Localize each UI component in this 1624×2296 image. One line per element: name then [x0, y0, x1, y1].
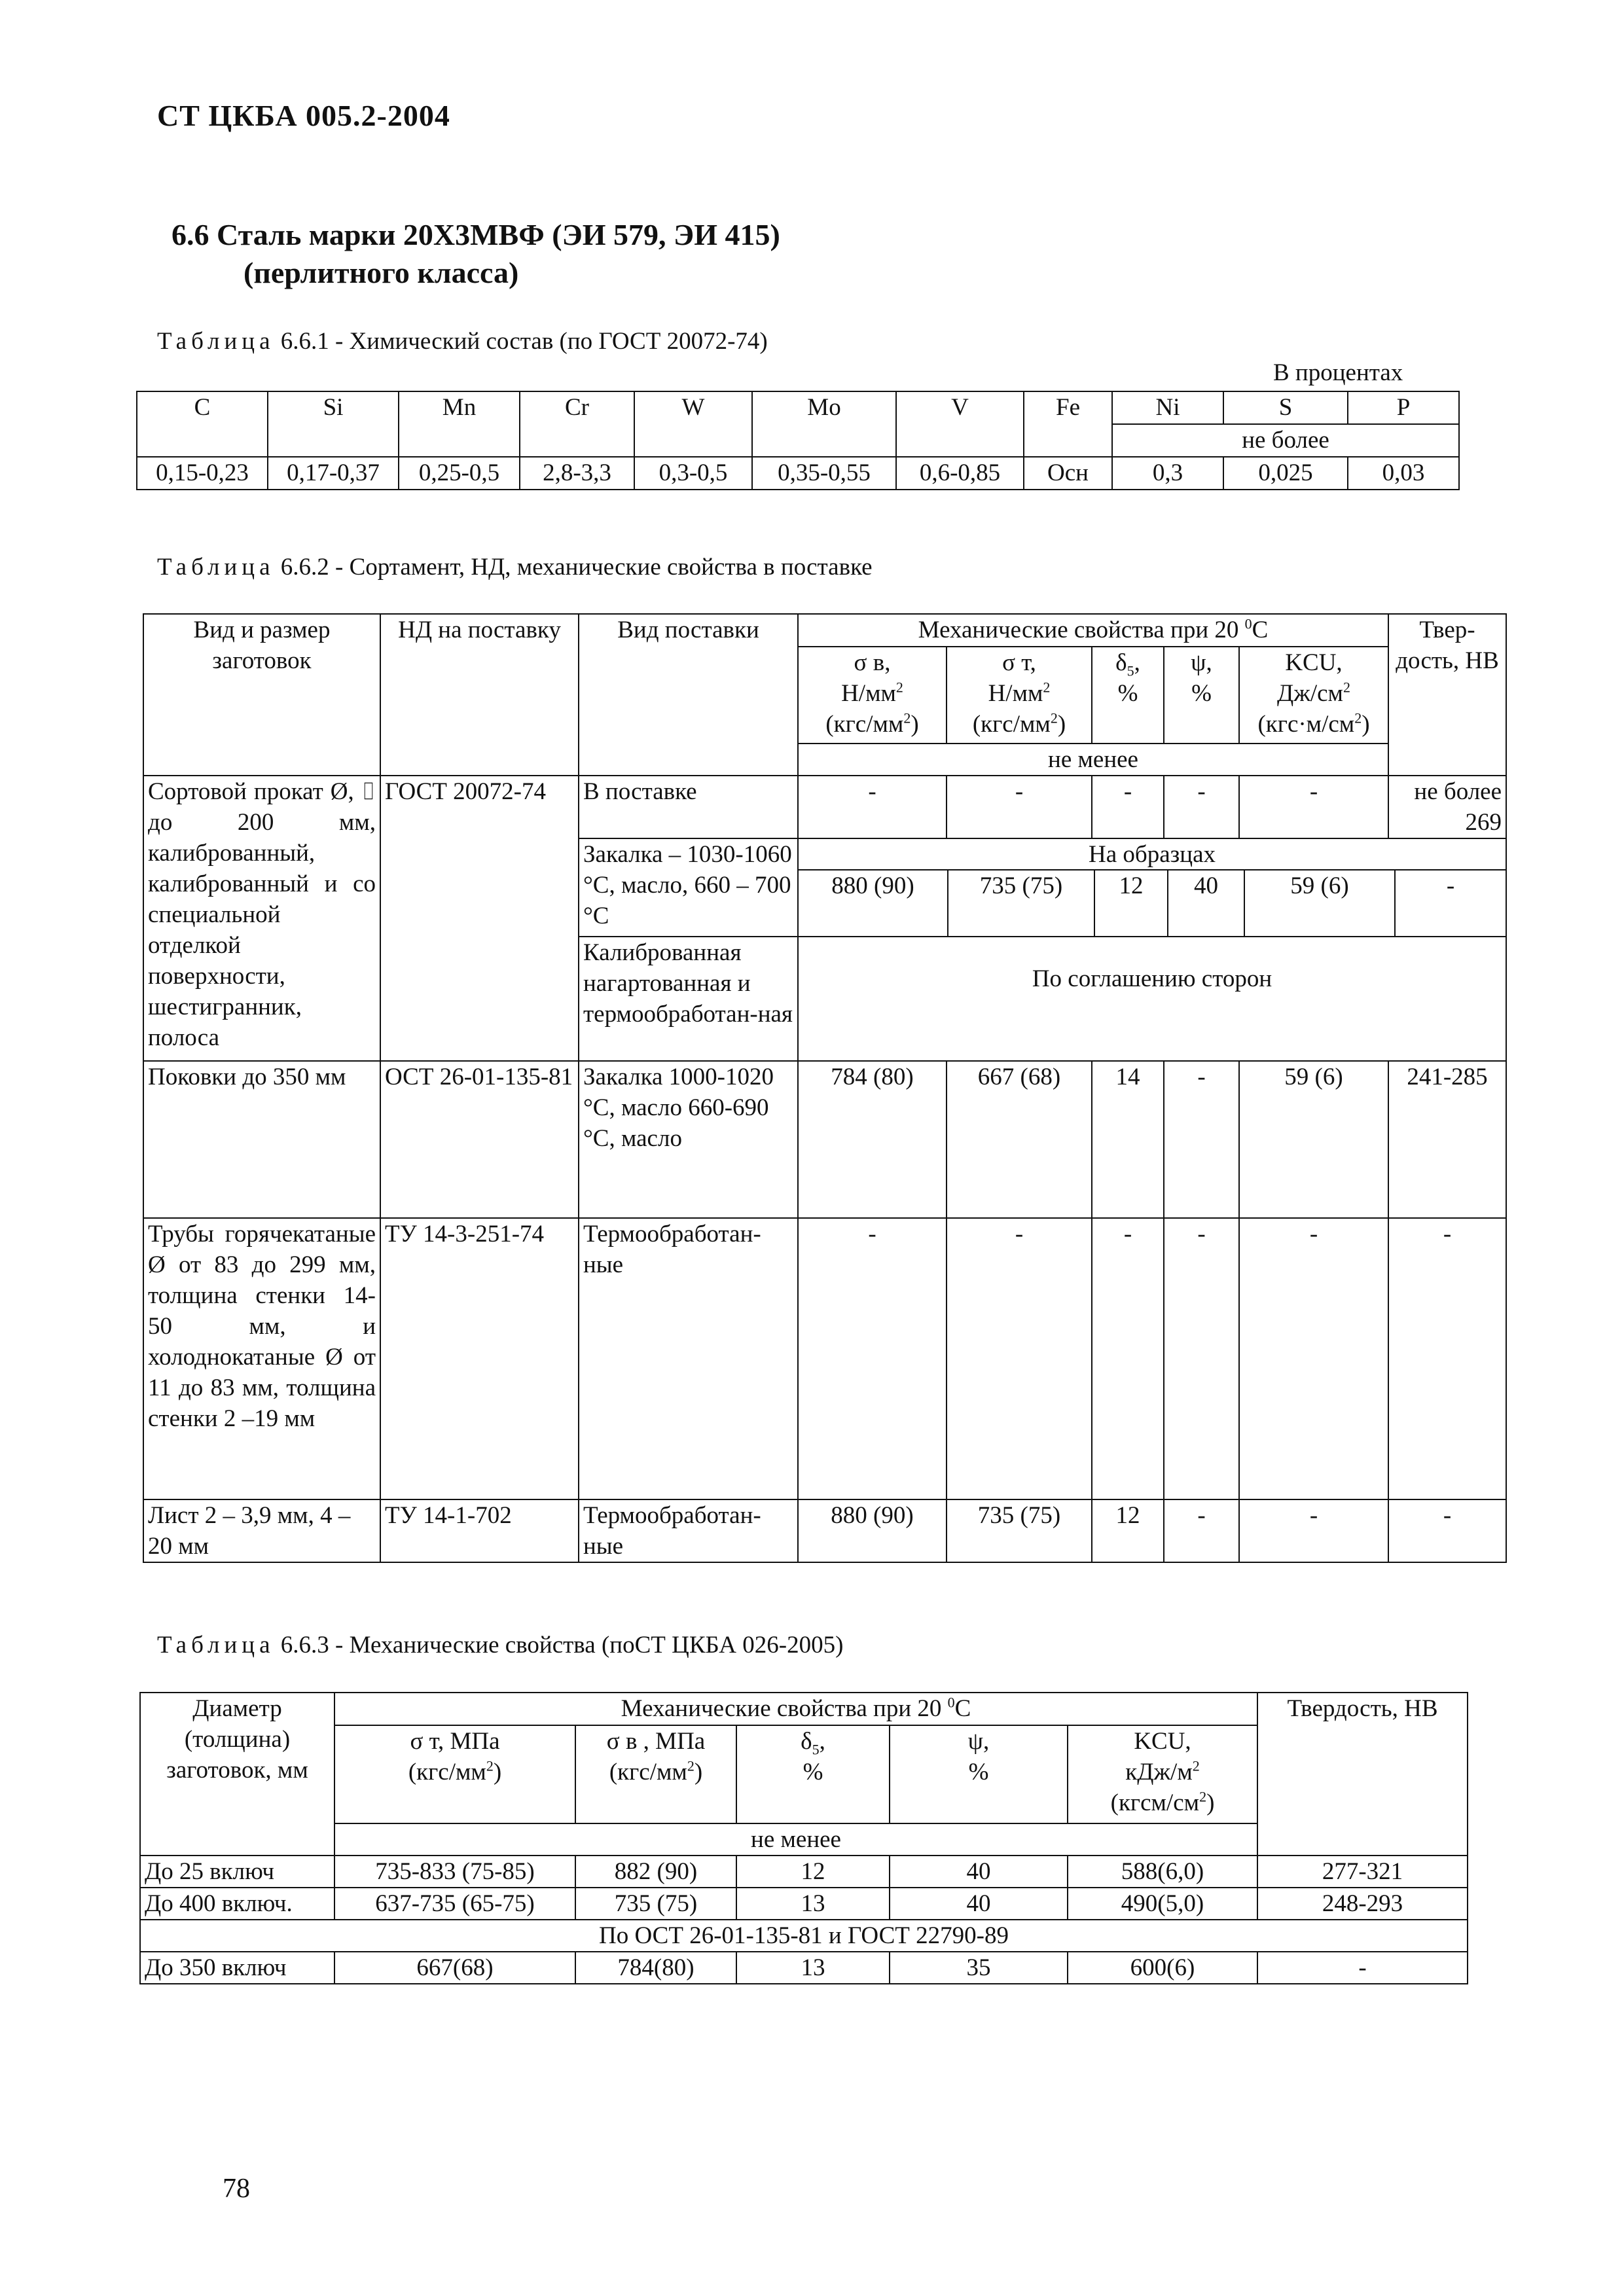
hardness-cell: - [1388, 1218, 1506, 1499]
sup: 2 [1043, 679, 1051, 696]
value-cell: До 400 включ. [140, 1888, 334, 1920]
header-mechanical [798, 614, 1388, 647]
header-sigma-t [947, 647, 1092, 744]
label [951, 678, 1087, 709]
degree-sup: 0 [947, 1694, 955, 1711]
paren: ) [1057, 711, 1066, 738]
value-cell: - [1092, 1218, 1164, 1499]
row-nd: ОСТ 26-01-135-81 [380, 1061, 579, 1218]
header-mechanical-unit: С [1252, 617, 1269, 643]
label [1072, 1787, 1253, 1818]
samples-values-row [799, 870, 1506, 936]
value-cell: 35 [890, 1952, 1068, 1984]
value-cell: 0,17-0,37 [268, 457, 399, 490]
paren: ) [493, 1759, 502, 1785]
paren: ) [694, 1759, 703, 1785]
value-cell: 14 [1092, 1061, 1164, 1218]
label [339, 1757, 571, 1787]
value-cell: 784(80) [575, 1952, 736, 1984]
unit: Н/мм [841, 680, 896, 707]
header-cell: V [896, 391, 1024, 457]
header-kcu [1239, 647, 1388, 744]
on-samples-label: На образцах [799, 839, 1506, 870]
header-cell: Si [268, 391, 399, 457]
row-supply: Термообработан-ные [579, 1499, 798, 1562]
value-cell: - [1164, 776, 1239, 838]
sup: 2 [1354, 709, 1362, 726]
sup: 2 [1050, 709, 1058, 726]
row-nd: ТУ 14-1-702 [380, 1499, 579, 1562]
header-cell: Fe [1024, 391, 1112, 457]
hardness-cell: - [1446, 872, 1455, 899]
table1-caption [157, 327, 768, 355]
paren: ) [1206, 1789, 1215, 1816]
table-row [140, 1856, 1468, 1888]
unit: кДж/м [1125, 1759, 1193, 1785]
header-sigma-t [334, 1725, 575, 1823]
row-supply: Термообработан-ные [579, 1218, 798, 1499]
label [803, 709, 942, 740]
sup: 2 [1343, 679, 1350, 696]
header-not-less: не менее [798, 744, 1388, 776]
label: ψ, [1191, 649, 1212, 676]
value-cell: 490(5,0) [1068, 1888, 1257, 1920]
table3-caption [157, 1631, 843, 1659]
row-nd: ГОСТ 20072-74 [380, 776, 579, 1061]
value-cell: 880 (90) [799, 870, 948, 936]
table1-unit-note: В процентах [1273, 359, 1403, 386]
value-cell: 0,6-0,85 [896, 457, 1024, 490]
value-cell: 735 (75) [947, 1499, 1092, 1562]
value-cell: - [1239, 776, 1388, 838]
header-cell: S [1223, 391, 1348, 424]
assortment-table [143, 613, 1507, 1563]
value-cell: 600(6) [1068, 1952, 1257, 1984]
value-cell: 2,8-3,3 [520, 457, 634, 490]
header-psi [1164, 647, 1239, 744]
unit: Дж/см [1277, 680, 1343, 707]
header-cell: P [1348, 391, 1459, 424]
value-cell: 637-735 (65-75) [334, 1888, 575, 1920]
sup: 2 [687, 1757, 695, 1774]
row-supply: Закалка – 1030-1060 °С, масло, 660 – 700 °С [579, 838, 798, 937]
header-mechanical-text: Механические свойства при 20 [621, 1695, 948, 1722]
delta: δ [801, 1728, 812, 1755]
hardness-cell: - [1388, 1499, 1506, 1562]
row-kind-pipes: Трубы горячекатаные Ø от 83 до 299 мм, толщина стенки 14-50 мм, и холоднокатаные Ø от 11 до 83 мм, толщина стенки 2 –19 мм [143, 1218, 380, 1499]
header-mechanical-text: Механические свойства при 20 [918, 617, 1245, 643]
value-cell: 667 (68) [947, 1061, 1092, 1218]
sup: 2 [903, 709, 911, 726]
label [1072, 1757, 1253, 1787]
label: σ в, [854, 649, 891, 676]
unit: % [968, 1759, 989, 1785]
unit: % [1117, 680, 1138, 707]
delta: δ [1115, 649, 1127, 676]
value-cell: - [947, 1218, 1092, 1499]
unit: (кгс/мм [408, 1759, 486, 1785]
value-cell: - [1164, 1499, 1239, 1562]
header-hardness: Твердость, НВ [1257, 1693, 1468, 1856]
value-cell: - [1239, 1499, 1388, 1562]
value-cell: 784 (80) [798, 1061, 947, 1218]
value-cell: 0,35-0,55 [752, 457, 896, 490]
row-supply: Закалка 1000-1020 °С, масло 660-690 °С, масло [579, 1061, 798, 1218]
label [951, 709, 1087, 740]
header-cell-not-more: не более [1112, 424, 1459, 457]
row-supply: В поставке [579, 776, 798, 838]
label: σ в , МПа [606, 1728, 706, 1755]
unit: (кгс·м/см [1257, 711, 1355, 738]
paren: ) [911, 711, 919, 738]
row-kind-forgings: Поковки до 350 мм [143, 1061, 380, 1218]
sup: 2 [1199, 1788, 1207, 1805]
unit: (кгс/мм [972, 711, 1051, 738]
samples-block [798, 838, 1506, 937]
paren: ) [1362, 711, 1370, 738]
table1-caption-text: 6.6.1 - Химический состав (по ГОСТ 20072-74) [274, 328, 768, 355]
value-cell: 13 [736, 1888, 890, 1920]
header-hardness: Твер-дость, НВ [1388, 614, 1506, 776]
label: σ т, МПа [410, 1728, 500, 1755]
value-cell: 0,25-0,5 [399, 457, 520, 490]
value-cell: 667(68) [334, 1952, 575, 1984]
comma: , [819, 1728, 825, 1755]
value-cell: 735-833 (75-85) [334, 1856, 575, 1888]
value-cell: 40 [1168, 870, 1245, 936]
value-cell: - [1092, 776, 1164, 838]
value-cell: - [798, 776, 947, 838]
unit: % [803, 1759, 823, 1785]
row-nd: ТУ 14-3-251-74 [380, 1218, 579, 1499]
hardness-cell: не более 269 [1388, 776, 1506, 838]
header-psi [890, 1725, 1068, 1823]
unit: % [1191, 680, 1212, 707]
sup: 2 [895, 679, 903, 696]
degree-sup: 0 [1244, 615, 1252, 632]
value-cell: 735 (75) [575, 1888, 736, 1920]
value-cell: 880 (90) [798, 1499, 947, 1562]
unit: (кгс/мм [609, 1759, 687, 1785]
value-cell: 588(6,0) [1068, 1856, 1257, 1888]
value-cell: 40 [890, 1888, 1068, 1920]
value-cell: 0,15-0,23 [137, 457, 268, 490]
table1-caption-label: Таблица [157, 328, 275, 355]
label: $\delta_5$, [1115, 649, 1140, 679]
header-cell: Mn [399, 391, 520, 457]
header-delta5 [736, 1725, 890, 1823]
header-kcu [1068, 1725, 1257, 1823]
header-nd: НД на поставку [380, 614, 579, 776]
value-cell: - [1257, 1952, 1468, 1984]
value-cell: - [1164, 1061, 1239, 1218]
value-cell: 0,3-0,5 [634, 457, 752, 490]
value-cell: 277-321 [1257, 1856, 1468, 1888]
table3-caption-label: Таблица [157, 1632, 275, 1659]
table-row [140, 1888, 1468, 1920]
value-cell: - [947, 776, 1092, 838]
header-diameter: Диаметр (толщина) заготовок, мм [140, 1693, 334, 1856]
table-row [140, 1952, 1468, 1984]
hardness-cell: 241-285 [1388, 1061, 1506, 1218]
document-code-header: СТ ЦКБА 005.2-2004 [157, 99, 450, 132]
sup: 2 [1192, 1757, 1200, 1774]
label [1244, 709, 1384, 740]
value-cell: 12 [1095, 870, 1168, 936]
header-cell: C [137, 391, 268, 457]
header-not-less: не менее [334, 1823, 1257, 1856]
value-cell: 882 (90) [575, 1856, 736, 1888]
value-cell: 0,03 [1348, 457, 1459, 490]
row-kind-bar-stock: Сортовой прокат Ø, ⌷ до 200 мм, калиброванный, калиброванный и со специальной отделкой поверхности, шестигранник, полоса [143, 776, 380, 1061]
value-cell: До 350 включ [140, 1952, 334, 1984]
value-cell: 0,025 [1223, 457, 1348, 490]
section-title [171, 216, 780, 292]
row-kind-sheet: Лист 2 – 3,9 мм, 4 – 20 мм [143, 1499, 380, 1562]
header-sigma-b [575, 1725, 736, 1823]
value-cell: 59 (6) [1239, 1061, 1388, 1218]
mechanical-properties-table [139, 1692, 1468, 1984]
label: ψ, [967, 1728, 990, 1755]
header-cell: Mo [752, 391, 896, 457]
header-sigma-b [798, 647, 947, 744]
row-supply: Калиброванная нагартованная и термообработан-ная [579, 937, 798, 1061]
chemical-composition-table [136, 391, 1460, 490]
header-cell: Ni [1112, 391, 1223, 424]
unit: (кгс/мм [825, 711, 904, 738]
table3-caption-text: 6.6.3 - Механические свойства (поСТ ЦКБА 026-2005) [274, 1632, 844, 1659]
value-cell: 59 (6) [1245, 870, 1396, 936]
value-cell: 12 [1092, 1499, 1164, 1562]
unit: (кгсм/см [1110, 1789, 1200, 1816]
sub: 5 [1127, 662, 1134, 679]
value-cell: - [1239, 1218, 1388, 1499]
header-supply: Вид поставки [579, 614, 798, 776]
label [803, 678, 942, 709]
value-cell: 0,3 [1112, 457, 1223, 490]
ost-standard-row: По ОСТ 26-01-135-81 и ГОСТ 22790-89 [140, 1920, 1468, 1952]
header-cell: Cr [520, 391, 634, 457]
section-title-line2: (перлитного класса) [244, 256, 519, 289]
value-cell: 735 (75) [948, 870, 1095, 936]
table2-caption-text: 6.6.2 - Сортамент, НД, механические свойства в поставке [274, 554, 873, 581]
value-cell: - [1164, 1218, 1239, 1499]
label [1244, 678, 1384, 709]
label [580, 1757, 732, 1787]
value-cell: До 25 включ [140, 1856, 334, 1888]
value-cell: Осн [1024, 457, 1112, 490]
agreement-cell: По соглашению сторон [798, 937, 1506, 1061]
label [741, 1726, 885, 1757]
unit: Н/мм [988, 680, 1043, 707]
label: KCU, [1134, 1728, 1191, 1755]
value-cell: 248-293 [1257, 1888, 1468, 1920]
table2-caption-label: Таблица [157, 554, 275, 581]
header-mechanical [334, 1693, 1257, 1725]
value-cell: - [798, 1218, 947, 1499]
label: σ т, [1002, 649, 1036, 676]
header-cell: W [634, 391, 752, 457]
sub: 5 [812, 1741, 820, 1758]
label: KCU, [1285, 649, 1343, 676]
value-cell: 13 [736, 1952, 890, 1984]
sup: 2 [486, 1757, 494, 1774]
section-title-line1: 6.6 Сталь марки 20Х3МВФ (ЭИ 579, ЭИ 415) [171, 218, 780, 251]
page-number: 78 [223, 2174, 250, 2204]
value-cell: 40 [890, 1856, 1068, 1888]
header-mechanical-unit: С [954, 1695, 971, 1722]
table2-caption [157, 553, 873, 581]
header-delta5 [1092, 647, 1164, 744]
header-kind: Вид и размер заготовок [143, 614, 380, 776]
value-cell: 12 [736, 1856, 890, 1888]
